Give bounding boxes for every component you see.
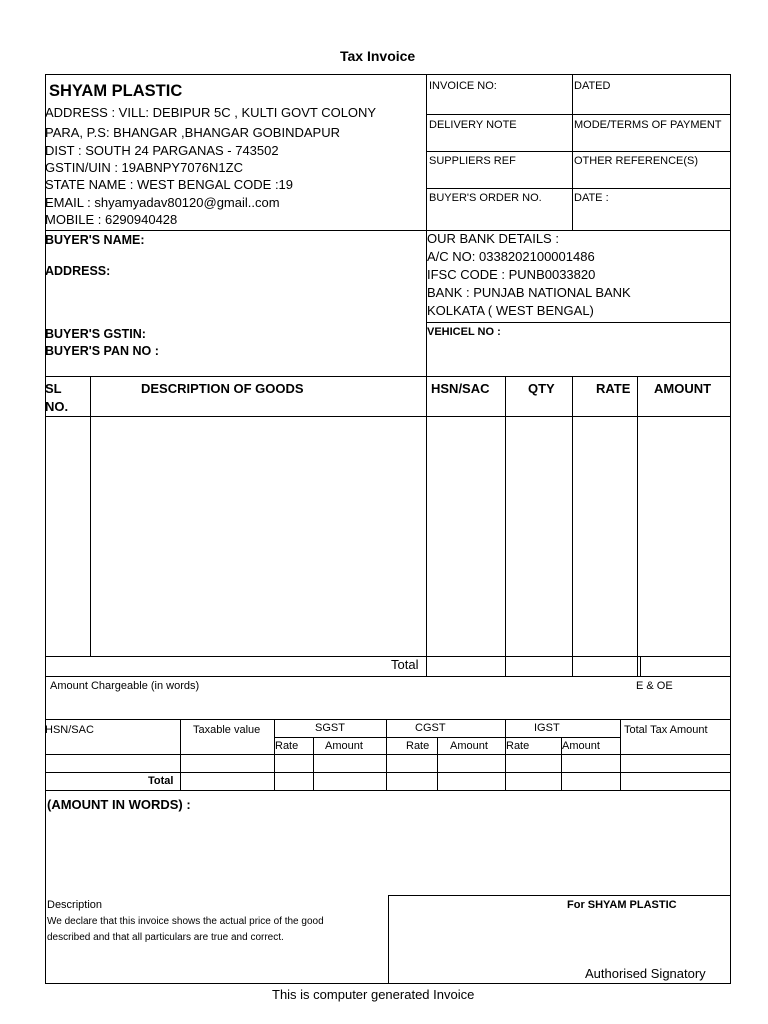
date-label: DATE : [574, 192, 609, 204]
amount-chargeable-label: Amount Chargeable (in words) [50, 680, 200, 692]
declaration-line: described and that all particulars are true and correct. [47, 932, 284, 943]
tax-total-header: Total Tax Amount [624, 724, 708, 736]
bank-branch: KOLKATA ( WEST BENGAL) [427, 303, 594, 318]
tax-taxable-value-header: Taxable value [193, 724, 261, 736]
document-title: Tax Invoice [340, 48, 416, 64]
footer-note: This is computer generated Invoice [272, 987, 475, 1002]
col-header-amount: AMOUNT [654, 381, 712, 396]
goods-total-label: Total [391, 657, 419, 672]
buyer-gstin-label: BUYER'S GSTIN: [45, 327, 146, 341]
seller-name: SHYAM PLASTIC [49, 82, 183, 100]
dated-label: DATED [574, 80, 611, 92]
seller-address-line: ADDRESS : VILL: DEBIPUR 5C , KULTI GOVT COLONY [45, 105, 377, 120]
tax-total-label: Total [148, 775, 174, 787]
cgst-rate-header: Rate [406, 740, 430, 752]
col-header-hsn: HSN/SAC [431, 381, 490, 396]
igst-rate-header: Rate [506, 740, 530, 752]
bank-heading: OUR BANK DETAILS : [427, 231, 559, 246]
sgst-amount-header: Amount [325, 740, 363, 752]
col-header-sl: SL [45, 381, 62, 396]
amount-in-words-label: (AMOUNT IN WORDS) : [47, 797, 191, 812]
other-ref-label: OTHER REFERENCE(S) [574, 155, 699, 167]
vehicle-no-label: VEHICEL NO : [427, 326, 501, 338]
authorised-signatory-label: Authorised Signatory [585, 966, 706, 981]
seller-address-line: PARA, P.S: BHANGAR ,BHANGAR GOBINDAPUR [45, 125, 340, 140]
suppliers-ref-label: SUPPLIERS REF [429, 155, 516, 167]
bank-ifsc: IFSC CODE : PUNB0033820 [427, 267, 596, 282]
seller-email: EMAIL : shyamyadav80120@gmail..com [45, 195, 280, 210]
igst-amount-header: Amount [562, 740, 600, 752]
seller-mobile: MOBILE : 6290940428 [45, 212, 178, 227]
eoe-label: E & OE [636, 680, 673, 692]
col-header-qty: QTY [528, 381, 555, 396]
mode-terms-label: MODE/TERMS OF PAYMENT [574, 119, 722, 131]
col-header-rate: RATE [596, 381, 631, 396]
cgst-amount-header: Amount [450, 740, 488, 752]
buyer-address-label: ADDRESS: [45, 264, 111, 278]
tax-hsn-header: HSN/SAC [45, 724, 94, 736]
col-header-sl-no: NO. [45, 399, 69, 414]
tax-cgst-header: CGST [415, 722, 446, 734]
invoice-no-label: INVOICE NO: [429, 80, 497, 92]
bank-name: BANK : PUNJAB NATIONAL BANK [427, 285, 631, 300]
declaration-heading: Description [47, 899, 103, 911]
seller-gstin: GSTIN/UIN : 19ABNPY7076N1ZC [45, 160, 243, 175]
buyer-name-label: BUYER'S NAME: [45, 233, 145, 247]
seller-state: STATE NAME : WEST BENGAL CODE :19 [45, 177, 294, 192]
buyers-order-label: BUYER'S ORDER NO. [429, 192, 542, 204]
delivery-note-label: DELIVERY NOTE [429, 119, 517, 131]
tax-igst-header: IGST [534, 722, 560, 734]
seller-address-line: DIST : SOUTH 24 PARGANAS - 743502 [45, 143, 279, 158]
declaration-line: We declare that this invoice shows the actual price of the good [47, 916, 324, 927]
bank-ac-no: A/C NO: 0338202100001486 [427, 249, 595, 264]
tax-sgst-header: SGST [315, 722, 345, 734]
sgst-rate-header: Rate [275, 740, 299, 752]
for-company-label: For SHYAM PLASTIC [567, 899, 677, 911]
col-header-description: DESCRIPTION OF GOODS [141, 381, 304, 396]
buyer-pan-label: BUYER'S PAN NO : [45, 344, 159, 358]
